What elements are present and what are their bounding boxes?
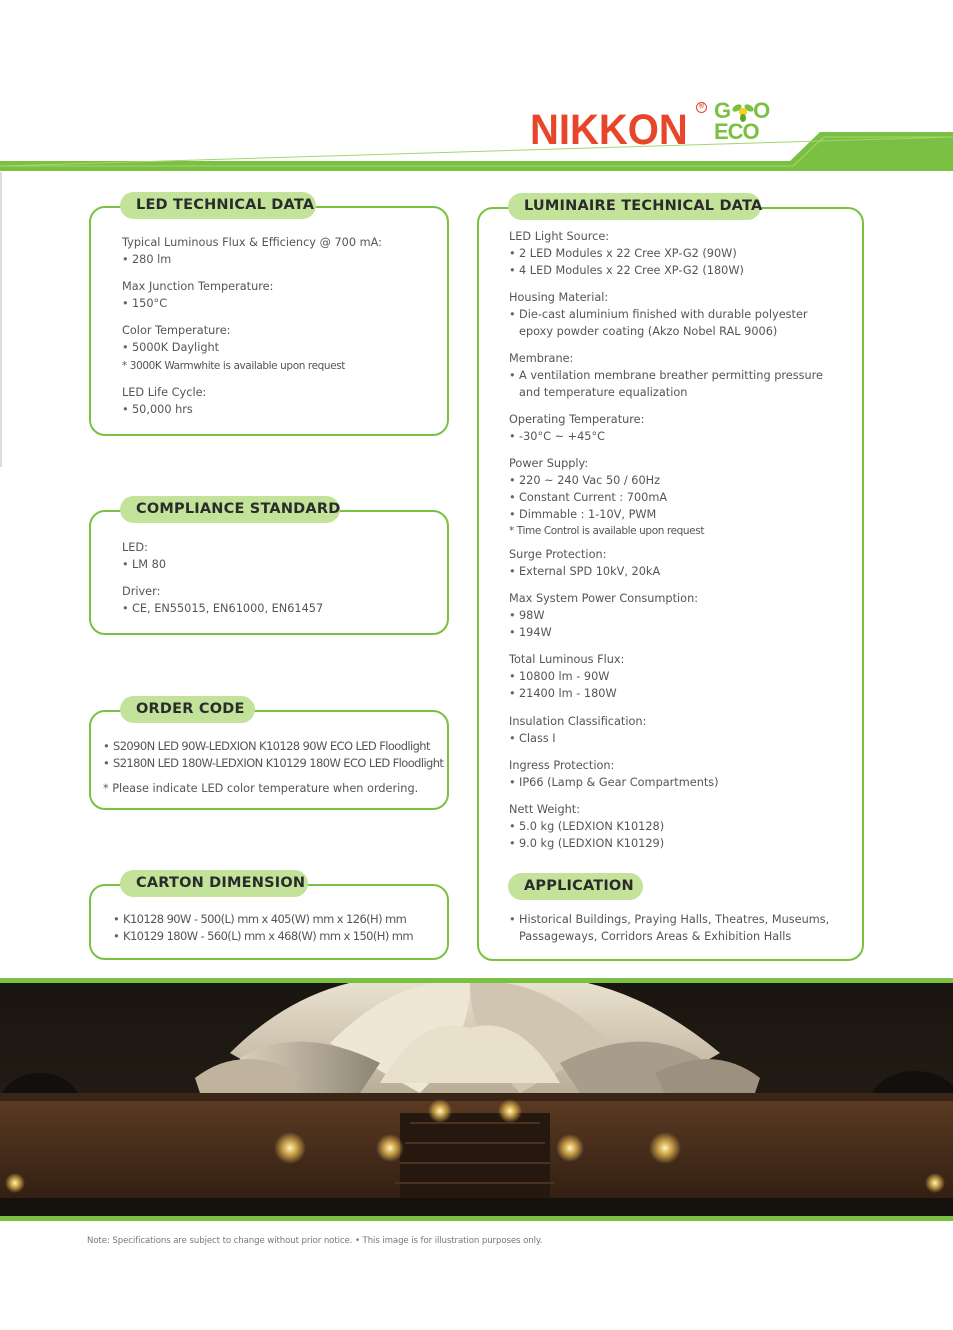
luminaire-label: Nett Weight: (509, 803, 581, 816)
application-title: APPLICATION (508, 873, 643, 900)
luminaire-item: • 5.0 kg (LEDXION K10128) (509, 818, 823, 835)
brand-name: NIKKON (530, 106, 688, 154)
led-section-label: Color Temperature: (122, 324, 231, 337)
application-item-cont: Passageways, Corridors Areas & Exhibition Halls (519, 930, 792, 943)
carton-item: • K10128 90W - 500(L) mm x 405(W) mm x 126(H) mm (113, 911, 413, 928)
luminaire-title: LUMINAIRE TECHNICAL DATA (508, 193, 761, 220)
luminaire-content (509, 228, 823, 852)
luminaire-item: • 220 ~ 240 Vac 50 / 60Hz (509, 472, 823, 489)
luminaire-item: • A ventilation membrane breather permitting pressure (509, 367, 823, 384)
order-code-title: ORDER CODE (120, 696, 255, 723)
order-code-note: * Please indicate LED color temperature when ordering. (103, 782, 419, 795)
luminaire-label: Housing Material: (509, 291, 609, 304)
luminaire-label: Power Supply: (509, 457, 589, 470)
led-section-label: Max Junction Temperature: (122, 280, 274, 293)
luminaire-item: • 9.0 kg (LEDXION K10129) (509, 835, 823, 852)
led-section-item: • 5000K Daylight (122, 339, 382, 356)
brand-logo (530, 98, 780, 158)
luminaire-item: • -30°C ~ +45°C (509, 428, 823, 445)
compliance-title: COMPLIANCE STANDARD (120, 496, 340, 523)
led-technical-title: LED TECHNICAL DATA (120, 192, 316, 219)
luminaire-item: • Constant Current : 700mA (509, 489, 823, 506)
carton-title: CARTON DIMENSION (120, 870, 308, 897)
luminaire-item: • External SPD 10kV, 20kA (509, 563, 823, 580)
order-code-item: • S2090N LED 90W-LEDXION K10128 90W ECO LED Floodlight (103, 738, 443, 755)
compliance-label: Driver: (122, 585, 161, 598)
luminaire-item: • 10800 lm - 90W (509, 668, 823, 685)
header-band (0, 0, 953, 175)
led-section-label: LED Life Cycle: (122, 386, 207, 399)
go-eco-bottom: ECO (714, 119, 759, 144)
luminaire-label: Insulation Classification: (509, 715, 647, 728)
application-item: • Historical Buildings, Praying Halls, Theatres, Museums, (509, 911, 829, 928)
order-code-content (103, 738, 443, 772)
led-section-note: * 3000K Warmwhite is available upon request (122, 360, 346, 372)
luminaire-label: Total Luminous Flux: (509, 653, 625, 666)
lotus-temple-illustration (0, 983, 953, 1216)
compliance-item: • LM 80 (122, 556, 323, 573)
luminaire-item: • Die-cast aluminium finished with durable polyester (509, 306, 823, 323)
luminaire-label: Ingress Protection: (509, 759, 615, 772)
application-content (509, 911, 829, 945)
luminaire-item: • 21400 lm - 180W (509, 685, 823, 702)
go-eco-top: G O (714, 98, 771, 123)
luminaire-item: • 4 LED Modules x 22 Cree XP-G2 (180W) (509, 262, 823, 279)
compliance-item: • CE, EN55015, EN61000, EN61457 (122, 600, 323, 617)
luminaire-label: Membrane: (509, 352, 574, 365)
footer-note: Note: Specifications are subject to change without prior notice. • This image is for illustration purposes only. (87, 1236, 543, 1246)
order-code-item: • S2180N LED 180W-LEDXION K10129 180W ECO LED Floodlight (103, 755, 443, 772)
luminaire-note: * Time Control is available upon request (509, 525, 705, 537)
registered-mark: ® (696, 102, 707, 113)
building-photo (0, 978, 953, 1221)
luminaire-label: LED Light Source: (509, 230, 610, 243)
luminaire-item: • 98W (509, 607, 823, 624)
luminaire-label: Operating Temperature: (509, 413, 645, 426)
led-section-item: • 280 lm (122, 251, 382, 268)
luminaire-item: • IP66 (Lamp & Gear Compartments) (509, 774, 823, 791)
luminaire-label: Surge Protection: (509, 548, 607, 561)
compliance-content (122, 539, 323, 617)
luminaire-item: • Dimmable : 1-10V, PWM (509, 506, 823, 523)
luminaire-item: • 194W (509, 624, 823, 641)
led-section-label: Typical Luminous Flux & Efficiency @ 700 mA: (122, 236, 382, 249)
left-rule (0, 172, 2, 467)
led-section-item: • 50,000 hrs (122, 401, 382, 418)
luminaire-item: • 2 LED Modules x 22 Cree XP-G2 (90W) (509, 245, 823, 262)
led-technical-content (122, 234, 382, 418)
luminaire-item-cont: and temperature equalization (519, 386, 688, 399)
luminaire-item-cont: epoxy powder coating (Akzo Nobel RAL 9006) (519, 325, 778, 338)
led-section-item: • 150°C (122, 295, 382, 312)
go-eco-logo (714, 100, 776, 150)
compliance-label: LED: (122, 541, 148, 554)
luminaire-item: • Class I (509, 730, 823, 747)
luminaire-label: Max System Power Consumption: (509, 592, 699, 605)
carton-content (113, 911, 413, 945)
carton-item: • K10129 180W - 560(L) mm x 468(W) mm x 150(H) mm (113, 928, 413, 945)
